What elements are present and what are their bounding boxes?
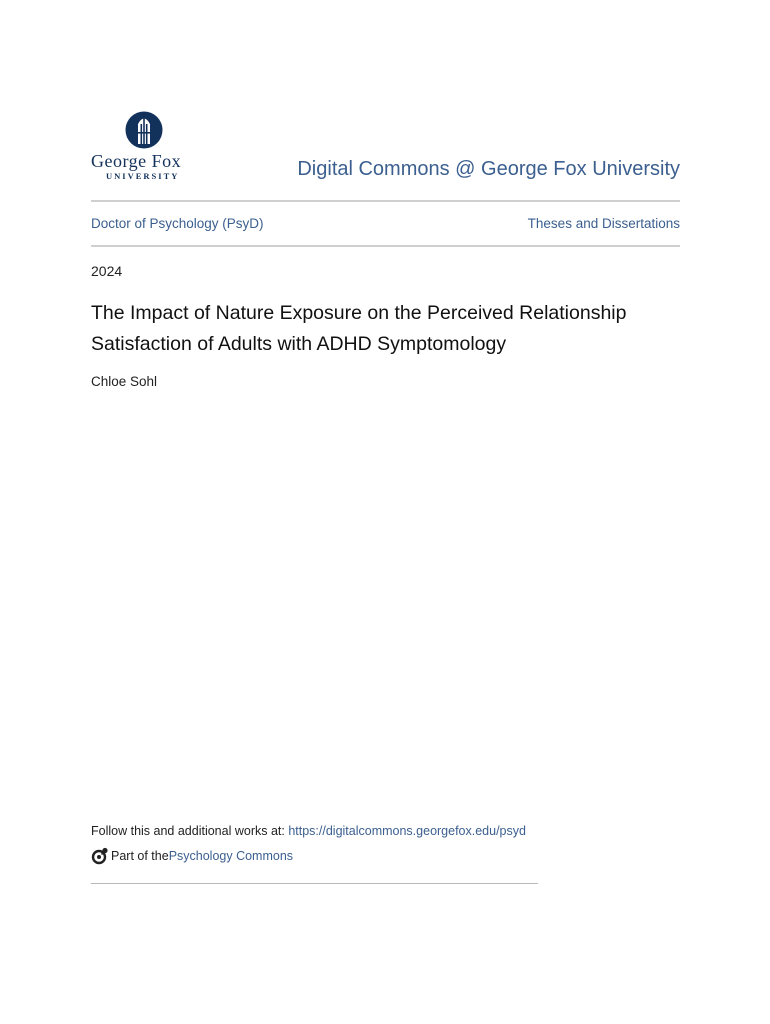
header — [91, 108, 680, 188]
document-author: Chloe Sohl — [91, 374, 158, 389]
follow-line — [91, 824, 526, 838]
follow-prefix: Follow this and additional works at: — [91, 824, 289, 838]
divider-breadcrumb — [91, 245, 680, 247]
divider-footer — [91, 883, 538, 884]
logo-subtitle: UNIVERSITY — [106, 171, 180, 181]
divider-top — [91, 200, 680, 202]
follow-url-link[interactable]: https://digitalcommons.georgefox.edu/psyd — [288, 824, 526, 838]
network-icon — [91, 847, 109, 865]
repository-title[interactable]: Digital Commons @ George Fox University — [297, 158, 680, 180]
part-of-line — [91, 845, 293, 867]
george-fox-logo[interactable] — [91, 108, 199, 182]
breadcrumb-collection-link[interactable]: Doctor of Psychology (PsyD) — [91, 216, 264, 231]
breadcrumb-series-link[interactable]: Theses and Dissertations — [527, 216, 680, 231]
publication-year: 2024 — [91, 263, 123, 279]
university-emblem-icon — [125, 110, 163, 150]
part-of-prefix: Part of the — [111, 849, 169, 863]
document-title: The Impact of Nature Exposure on the Perceived Relationship Satisfaction of Adults with ADHD Symptomology — [91, 302, 627, 355]
psychology-commons-link[interactable]: Psychology Commons — [168, 849, 294, 863]
logo-wordmark: George Fox — [91, 151, 182, 171]
